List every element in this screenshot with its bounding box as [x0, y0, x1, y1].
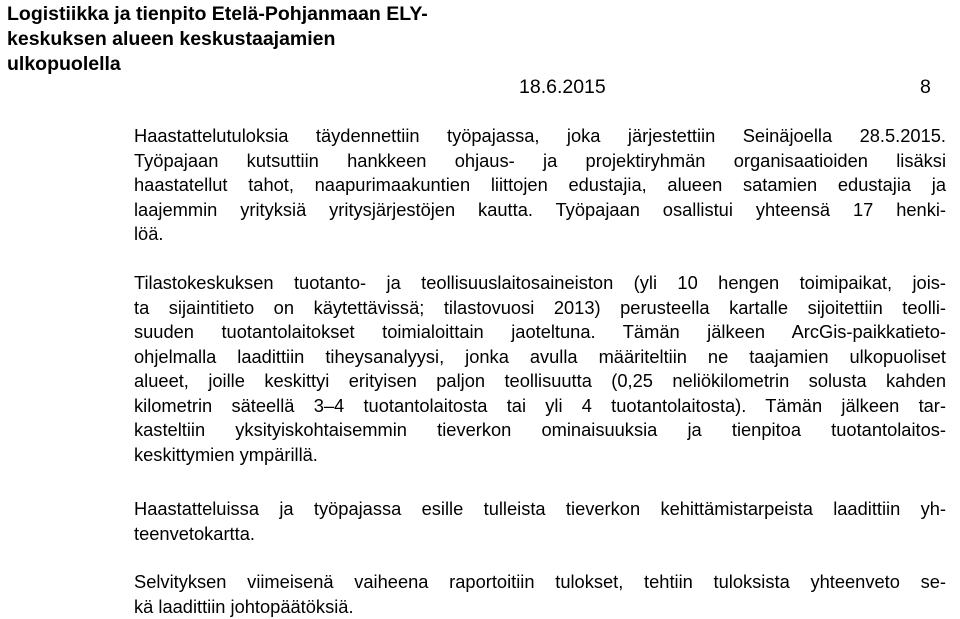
- header-title-line: ulkopuolella: [7, 52, 567, 77]
- text-line: kä laadittiin johtopäätöksiä.: [134, 595, 946, 619]
- text-line: keskittymien ympärillä.: [134, 443, 946, 468]
- paragraph-statistics-analysis: [134, 271, 946, 467]
- header-title-line: Logistiikka ja tienpito Etelä-Pohjanmaan ELY-: [7, 2, 567, 27]
- text-line: laajemmin yrityksiä yritysjärjestöjen kautta. Työpajaan osallistui yhteensä 17 henki-: [134, 198, 946, 223]
- document-header-title: [7, 2, 567, 77]
- text-line: suuden tuotantolaitokset toimialoittain jaoteltuna. Tämän jälkeen ArcGis-paikkatieto-: [134, 320, 946, 345]
- text-line: kasteltiin yksityiskohtaisemmin tieverkon ominaisuuksia ja tienpitoa tuotantolaitos-: [134, 418, 946, 443]
- text-line: haastatellut tahot, naapurimaakuntien liittojen edustajia, alueen satamien edustajia ja: [134, 173, 946, 198]
- text-line: Työpajaan kutsuttiin hankkeen ohjaus- ja projektiryhmän organisaatioiden lisäksi: [134, 149, 946, 174]
- text-line: Haastatteluissa ja työpajassa esille tulleista tieverkon kehittämistarpeista laadittiin yh-: [134, 497, 946, 522]
- header-title-line: keskuksen alueen keskustaajamien: [7, 27, 567, 52]
- page-number: 8: [920, 75, 931, 100]
- text-line: ta sijaintitieto on käytettävissä; tilastovuosi 2013) perusteella kartalle sijoitettiin teolli-: [134, 296, 946, 321]
- text-line: teenvetokartta.: [134, 522, 946, 547]
- header-date: 18.6.2015: [519, 75, 606, 100]
- paragraph-conclusions: [134, 570, 946, 619]
- text-line: alueet, joille keskittyi erityisen paljon teollisuutta (0,25 neliökilometrin solusta kahden: [134, 369, 946, 394]
- text-line: Tilastokeskuksen tuotanto- ja teollisuuslaitosaineiston (yli 10 hengen toimipaikat, jois-: [134, 271, 946, 296]
- text-line: kilometrin säteellä 3–4 tuotantolaitosta tai yli 4 tuotantolaitosta). Tämän jälkeen tar-: [134, 394, 946, 419]
- text-line: ohjelmalla laadittiin tiheysanalyysi, jonka avulla määriteltiin ne taajamien ulkopuoliset: [134, 345, 946, 370]
- paragraph-workshop: [134, 124, 946, 247]
- paragraph-summary-map: [134, 497, 946, 546]
- text-line: löä.: [134, 222, 946, 247]
- text-line: Haastattelutuloksia täydennettiin työpajassa, joka järjestettiin Seinäjoella 28.5.2015.: [134, 124, 946, 149]
- text-line: Selvityksen viimeisenä vaiheena raportoitiin tulokset, tehtiin tuloksista yhteenveto se-: [134, 570, 946, 595]
